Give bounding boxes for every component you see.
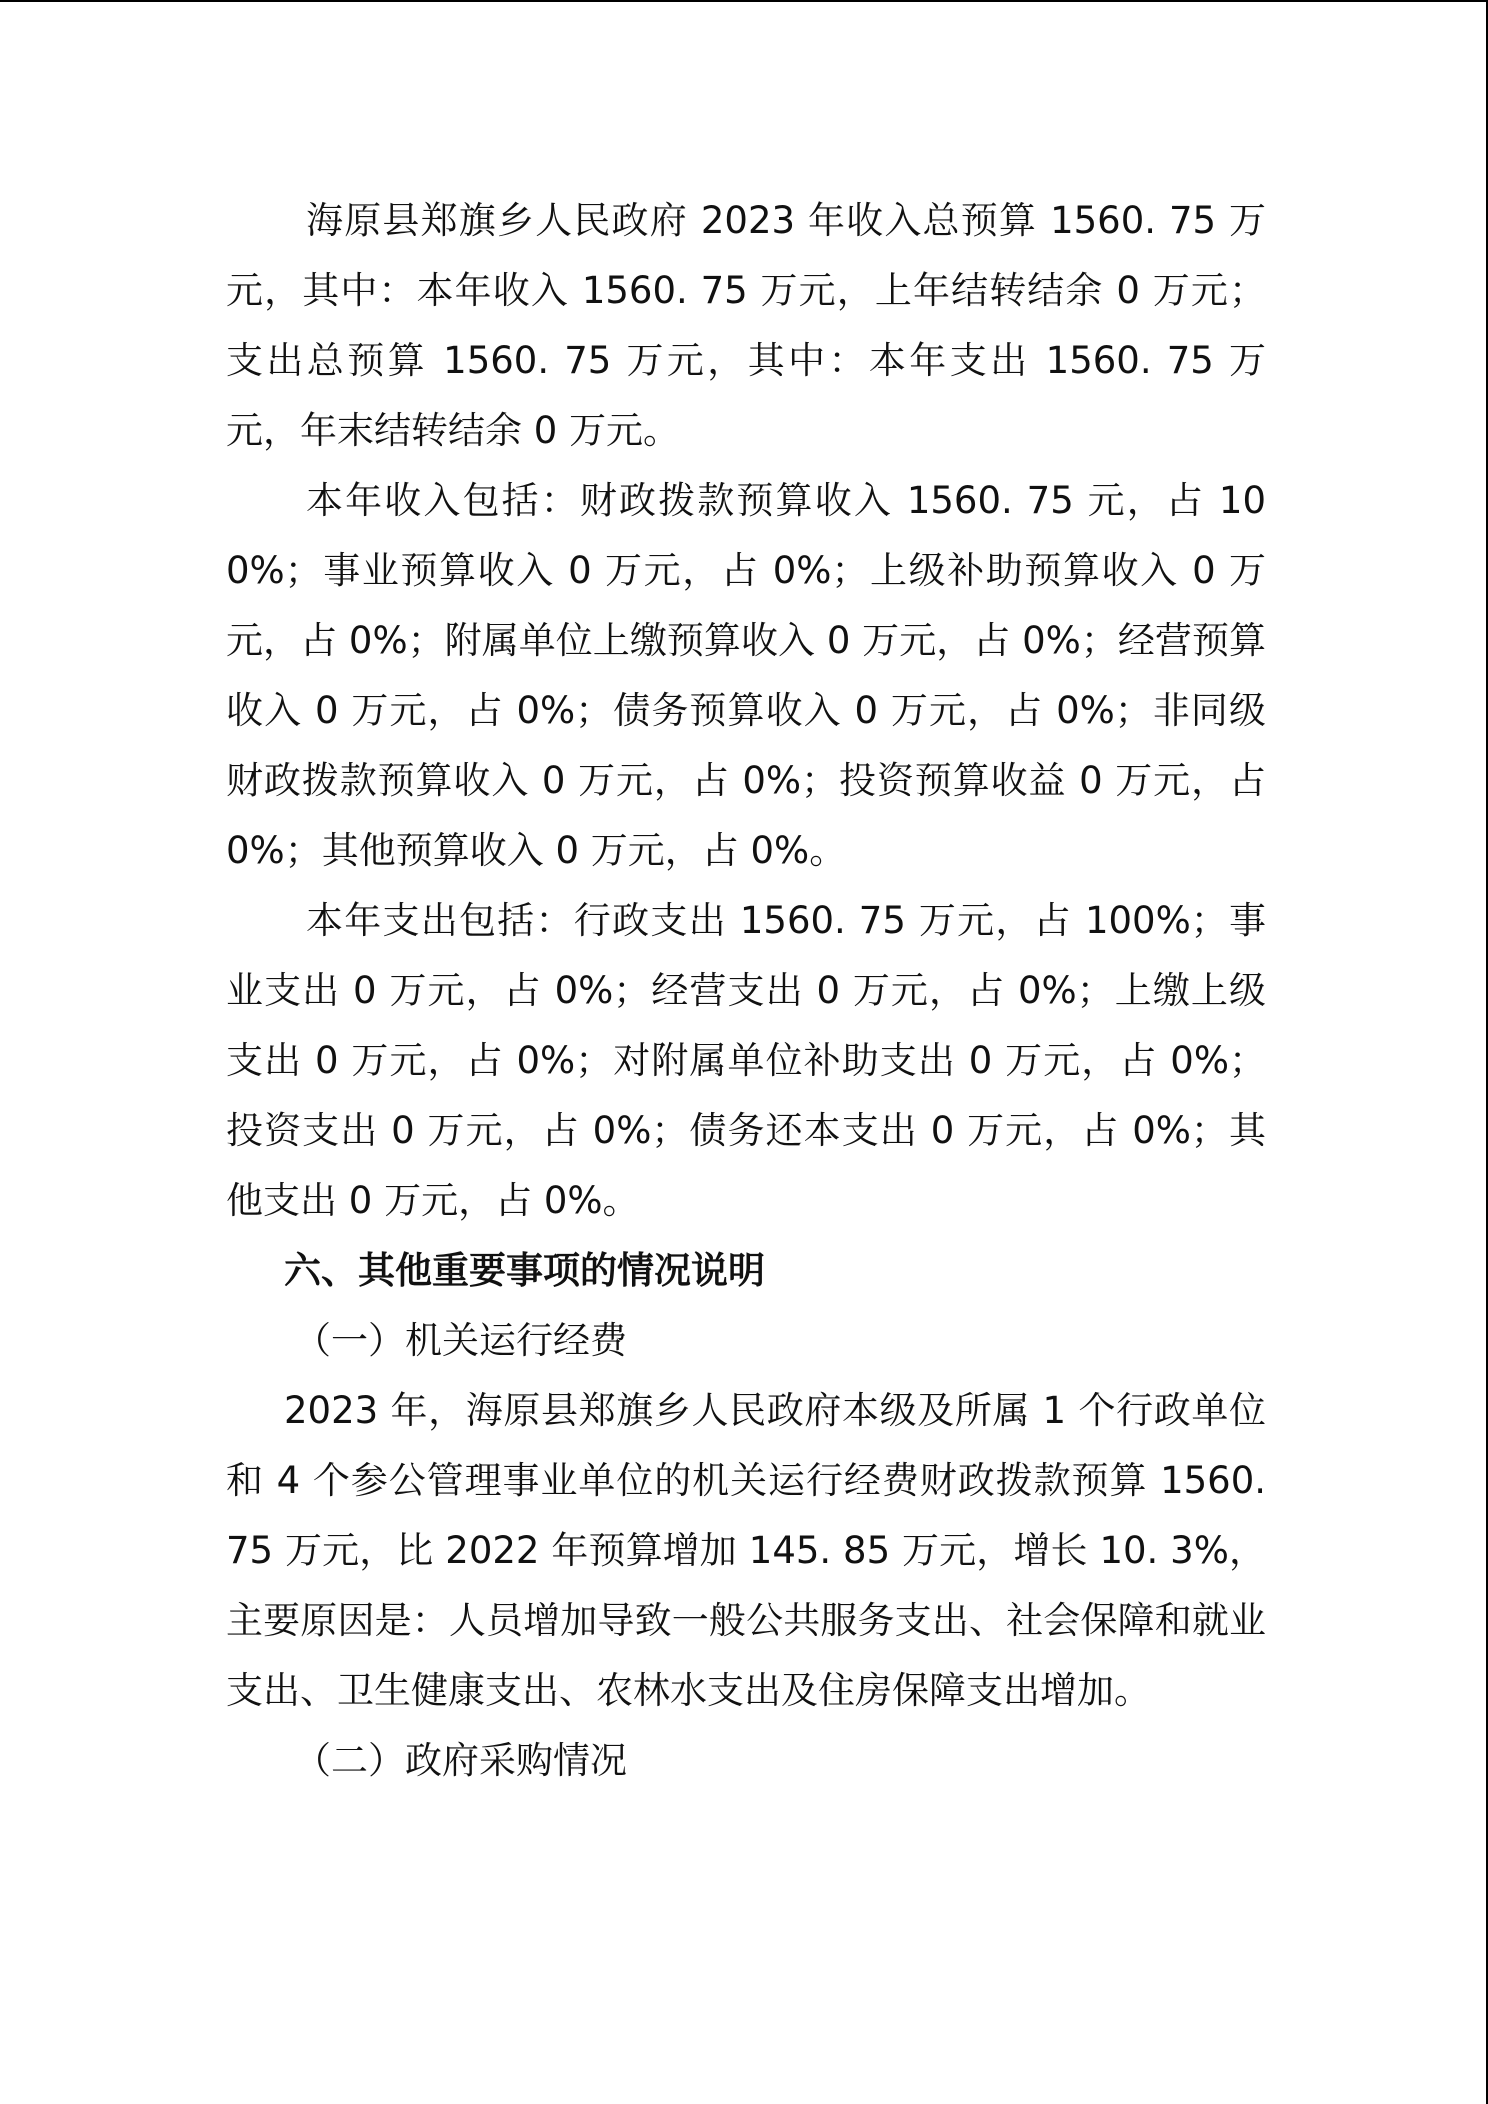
- section-heading: 六、其他重要事项的情况说明: [284, 1249, 765, 1292]
- paragraph-expenditure-breakdown: 本年支出包括：行政支出 1560. 75 万元，占 100%；事业支出 0 万元，占 0%；经营支出 0 万元，占 0%；上缴上级支出 0 万元，占 0%；对附属单位补助支出 0 万元，占 0%；投资支出 0 万元，占 0%；债务还本支出 0 万元，占 0%；其他支出 0 万元，占 0%。: [226, 899, 1266, 1222]
- paragraph-operating-costs: 2023 年，海原县郑旗乡人民政府本级及所属 1 个行政单位和 4 个参公管理事业单位的机关运行经费财政拨款预算 1560. 75 万元，比 2022 年预算增加 145. 85 万元，增长 10. 3%，主要原因是：人员增加导致一般公共服务支出、社会保障和就业支出、卫生健康支出、农林水支出及住房保障支出增加。: [226, 1389, 1266, 1712]
- paragraph-income-breakdown: 本年收入包括：财政拨款预算收入 1560. 75 元，占 100%；事业预算收入 0 万元，占 0%；上级补助预算收入 0 万元，占 0%；附属单位上缴预算收入 0 万元，占 0%；经营预算收入 0 万元，占 0%；债务预算收入 0 万元，占 0%；非同级财政拨款预算收入 0 万元，占 0%；投资预算收益 0 万元，占 0%；其他预算收入 0 万元，占 0%。: [226, 479, 1266, 872]
- document-body: [226, 186, 1266, 1796]
- subheading-procurement: （二）政府采购情况: [294, 1739, 627, 1782]
- paragraph-budget-summary: 海原县郑旗乡人民政府 2023 年收入总预算 1560. 75 万元，其中：本年收入 1560. 75 万元，上年结转结余 0 万元；支出总预算 1560. 75 万元，其中：本年支出 1560. 75 万元，年末结转结余 0 万元。: [226, 199, 1266, 452]
- subheading-operating-costs: （一）机关运行经费: [294, 1319, 627, 1362]
